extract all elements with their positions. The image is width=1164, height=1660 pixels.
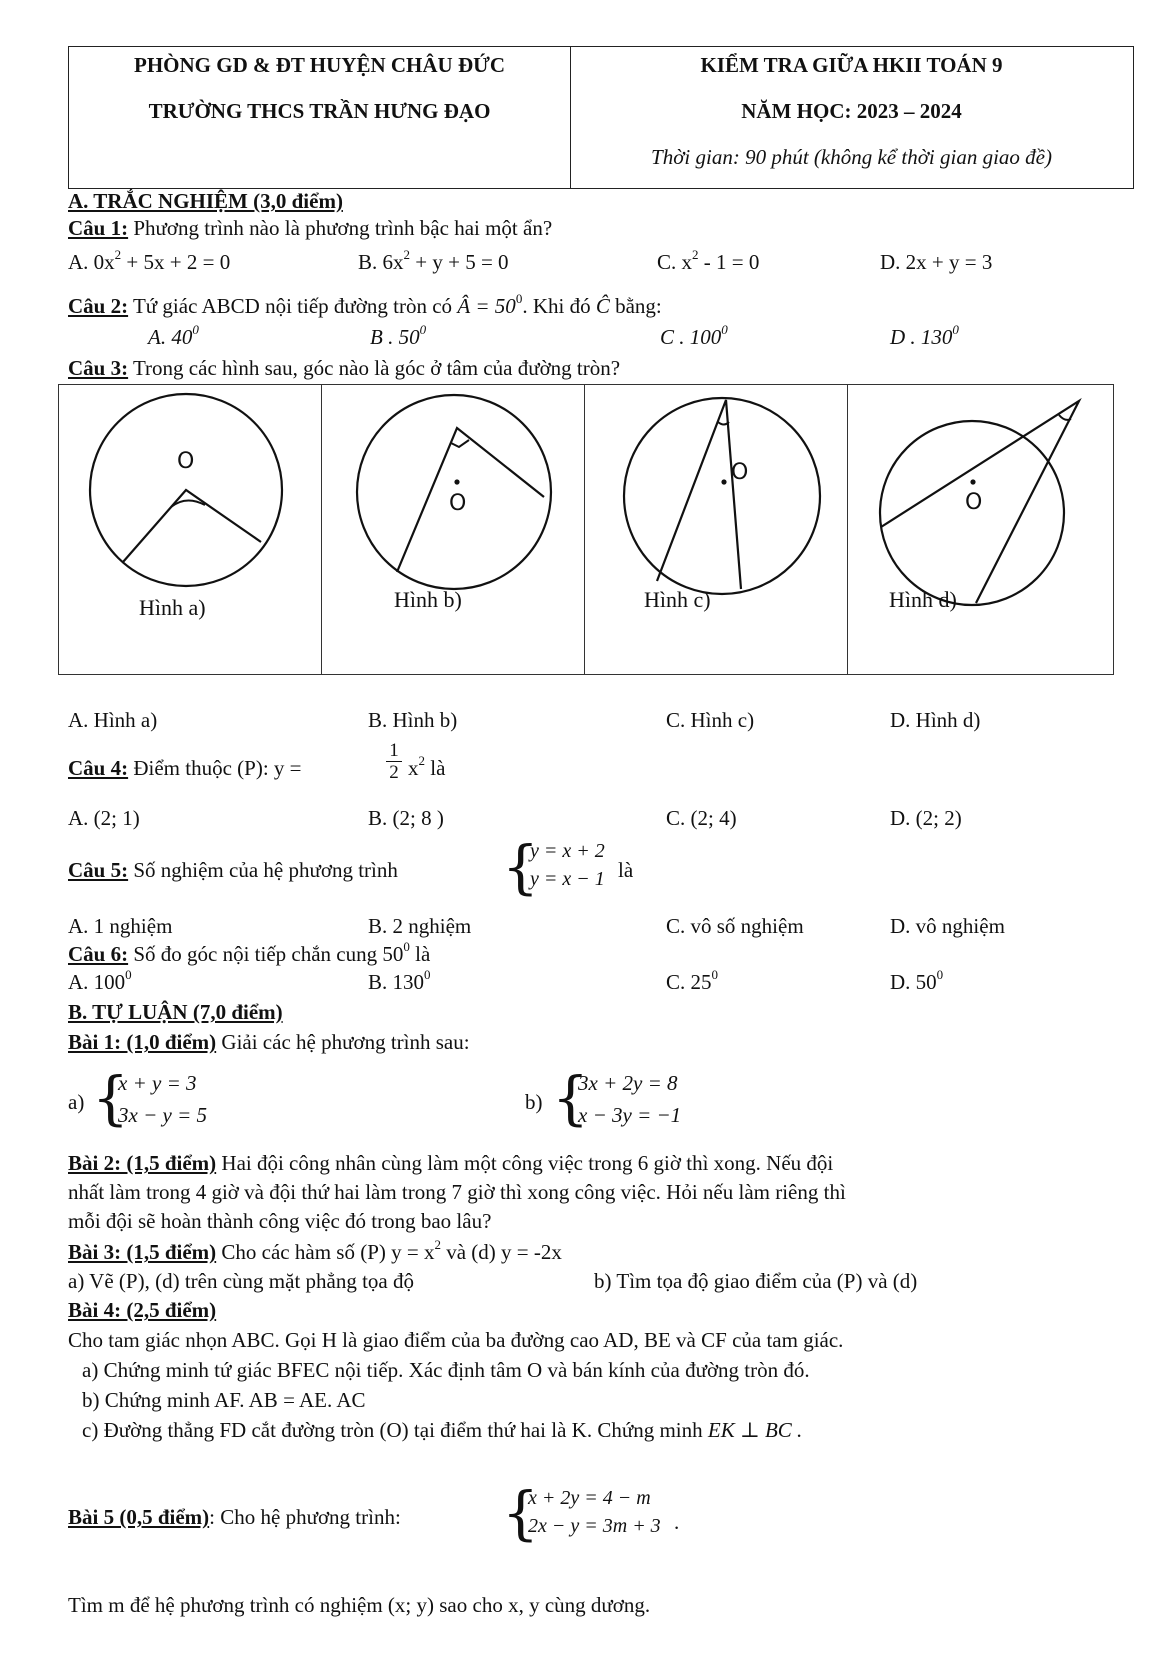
q5-brace: {	[502, 833, 539, 901]
dept-name: PHÒNG GD & ĐT HUYỆN CHÂU ĐỨC	[134, 53, 505, 77]
q2-label: Câu 2:	[68, 294, 129, 318]
q4-x-squared: $x^2$ là	[408, 753, 446, 780]
q6-option-c: C. $25^0$	[666, 967, 719, 994]
figure-c-circle	[624, 398, 820, 594]
q3-option-d: D. Hình d)	[890, 708, 981, 732]
part-b-title: B. TỰ LUẬN (7,0 điểm)	[68, 1000, 283, 1024]
header-box	[68, 46, 1134, 189]
b4-part-c: c) Đường thẳng FD cắt đường tròn (O) tại điểm thứ hai là K. Chứng minh EK ⊥ BC .	[82, 1418, 803, 1442]
b2-line-3: mỗi đội sẽ hoàn thành công việc đó trong bao lâu?	[68, 1209, 492, 1233]
question-1	[68, 216, 552, 241]
q5-option-a: A. 1 nghiệm	[68, 914, 173, 938]
b4-part-b: b) Chứng minh AF. AB = AE. AC	[82, 1388, 366, 1412]
q1-text: Phương trình nào là phương trình bậc hai một ẩn?	[133, 216, 553, 240]
angle-a: Â = 50	[457, 294, 516, 318]
b3-part-a: a) Vẽ (P), (d) trên cùng mặt phẳng tọa độ	[68, 1269, 415, 1293]
q1-option-d: D. 2x + y = 3	[880, 250, 993, 274]
figure-c-caption: Hình c)	[644, 587, 711, 612]
b1-label: Bài 1: (1,0 điểm)	[68, 1030, 217, 1054]
question-4: Câu 4: Điểm thuộc (P): y =	[68, 756, 302, 780]
b4-label: Bài 4: (2,5 điểm)	[68, 1298, 217, 1322]
school-name: TRƯỜNG THCS TRẦN HƯNG ĐẠO	[148, 99, 491, 123]
b4-c-math: EK ⊥ BC .	[707, 1418, 803, 1442]
b2-line-2: nhất làm trong 4 giờ và đội thứ hai làm trong 7 giờ thì xong công việc. Hỏi nếu làm riêng thì	[68, 1180, 846, 1204]
b5-brace: {	[502, 1479, 539, 1547]
figure-c-center-label: O	[731, 460, 749, 485]
q2-option-d: D . $130^0$	[890, 322, 959, 349]
question-2: Câu 2: Tứ giác ABCD nội tiếp đường tròn có Â = $50^0$. Khi đó Ĉ bằng:	[68, 291, 662, 318]
question-3: Câu 3: Trong các hình sau, góc nào là góc ở tâm của đường tròn?	[68, 356, 621, 380]
q1-option-b: B. $6x^2 + y + 5 = 0$	[358, 247, 509, 274]
school-year: NĂM HỌC: 2023 – 2024	[741, 99, 962, 123]
q5-label: Câu 5:	[68, 858, 129, 882]
figure-d-caption: Hình d)	[889, 587, 957, 612]
b1-a-system: x + y = 3 3x − y = 5	[118, 1071, 207, 1127]
q2-option-c: C . $100^0$	[660, 322, 728, 349]
b4-part-a: a) Chứng minh tứ giác BFEC nội tiếp. Xác định tâm O và bán kính của đường tròn đó.	[82, 1358, 810, 1382]
question-6: Câu 6: Số đo góc nội tiếp chắn cung $50^0$ là	[68, 939, 431, 966]
q3-option-c: C. Hình c)	[666, 708, 755, 732]
q4-option-c: C. (2; 4)	[666, 806, 737, 830]
q2-option-b: B . $50^0$	[370, 322, 427, 349]
q4-option-d: D. (2; 2)	[890, 806, 962, 830]
q5-option-d: D. vô nghiệm	[890, 914, 1005, 938]
b1-a-label: a)	[68, 1090, 85, 1114]
b5-label: Bài 5 (0,5 điểm)	[68, 1505, 210, 1529]
b2-label: Bài 2: (1,5 điểm)	[68, 1151, 217, 1175]
figure-c-inscribed-angle	[657, 400, 741, 589]
q6-label: Câu 6:	[68, 942, 129, 966]
exam-title: KIỂM TRA GIỮA HKII TOÁN 9	[700, 53, 1003, 77]
q2-option-a: A. $40^0$	[148, 322, 199, 349]
figure-table	[58, 384, 1114, 675]
part-a-title: A. TRẮC NGHIỆM (3,0 điểm)	[68, 189, 343, 213]
q5-option-c: C. vô số nghiệm	[666, 914, 804, 938]
q3-option-a: A. Hình a)	[68, 708, 158, 732]
exercise-1: Bài 1: (1,0 điểm) Giải các hệ phương trình sau:	[68, 1030, 470, 1054]
b1-b-brace: {	[552, 1064, 589, 1132]
exercise-2: Bài 2: (1,5 điểm) Hai đội công nhân cùng làm một công việc trong 6 giờ thì xong. Nếu đội	[68, 1151, 834, 1175]
b3-part-b: b) Tìm tọa độ giao điểm của (P) và (d)	[594, 1269, 918, 1293]
b3-label: Bài 3: (1,5 điểm)	[68, 1240, 217, 1264]
exam-time: Thời gian: 90 phút (không kể thời gian giao đề)	[651, 145, 1052, 169]
q5-system: y = x + 2 y = x − 1	[530, 840, 605, 890]
figure-a-caption: Hình a)	[139, 595, 206, 620]
q1-label: Câu 1:	[68, 216, 129, 240]
figure-b-caption: Hình b)	[394, 587, 462, 612]
b4-intro: Cho tam giác nhọn ABC. Gọi H là giao điểm của ba đường cao AD, BE và CF của tam giác.	[68, 1328, 844, 1352]
b5-dot: .	[674, 1510, 680, 1534]
b1-a-brace: {	[92, 1064, 129, 1132]
q3-option-b: B. Hình b)	[368, 708, 458, 732]
exercise-3: Bài 3: (1,5 điểm) Cho các hàm số (P) $y = x^2$ và (d) y = -2x	[68, 1237, 562, 1264]
q4-option-a: A. (2; 1)	[68, 806, 140, 830]
q6-option-b: B. $130^0$	[368, 967, 431, 994]
q6-option-d: D. $50^0$	[890, 967, 944, 994]
figure-d-center-label: O	[965, 490, 983, 515]
b5-system: x + 2y = 4 − m 2x − y = 3m + 3	[528, 1487, 661, 1537]
q4-option-b: B. (2; 8 )	[368, 806, 444, 830]
circle-figures	[59, 385, 1113, 674]
question-5: Câu 5: Số nghiệm của hệ phương trình	[68, 858, 398, 882]
angle-c: Ĉ	[595, 294, 610, 318]
q6-option-a: A. $100^0$	[68, 967, 132, 994]
figure-a-center-label: O	[177, 449, 195, 474]
b1-b-label: b)	[525, 1090, 543, 1114]
q3-label: Câu 3:	[68, 356, 129, 380]
figure-b-inscribed-angle	[397, 428, 544, 572]
q5-option-b: B. 2 nghiệm	[368, 914, 472, 938]
q5-tail: là	[618, 858, 634, 882]
q1-option-a: A. $0x^2 + 5x + 2 = 0$	[68, 247, 231, 274]
b5-final: Tìm m để hệ phương trình có nghiệm (x; y) sao cho x, y cùng dương.	[68, 1593, 651, 1617]
exercise-5: Bài 5 (0,5 điểm): Cho hệ phương trình:	[68, 1505, 401, 1529]
b1-b-system: 3x + 2y = 8 x − 3y = −1	[578, 1071, 682, 1127]
q4-fraction: 1 2	[386, 740, 402, 783]
figure-b-center-label: O	[449, 491, 467, 516]
q1-option-c: C. $x^2 - 1 = 0$	[657, 247, 760, 274]
q4-label: Câu 4:	[68, 756, 129, 780]
